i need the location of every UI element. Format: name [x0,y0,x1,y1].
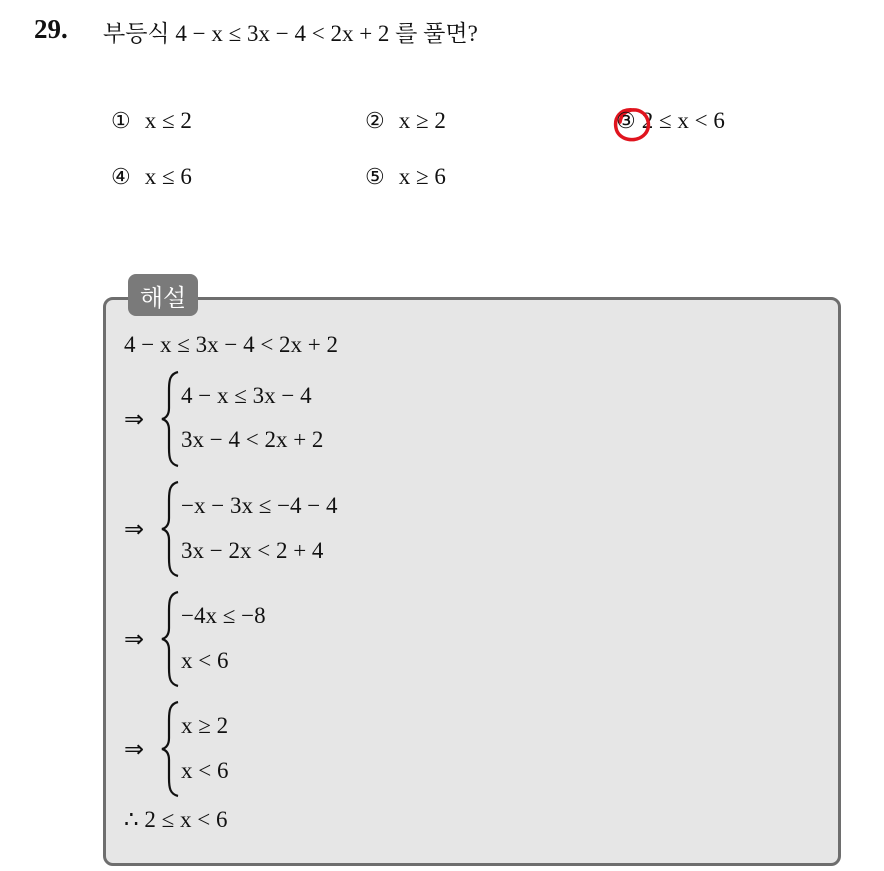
choice-2-text: x ≥ 2 [398,108,446,133]
choice-2[interactable] [365,108,446,134]
system-1-line-1: 4 − x ≤ 3x − 4 [181,383,312,408]
choice-1-mark: ① [111,108,131,133]
choice-3-mark: ③ [616,108,636,133]
brace-icon-1 [160,370,182,468]
choice-1[interactable] [111,108,192,134]
system-3-line-2: x < 6 [181,648,229,673]
brace-icon-4 [160,700,182,798]
implies-arrow-3: ⇒ [124,625,145,653]
solution-label: 해설 [128,274,198,316]
implies-arrow-1: ⇒ [124,405,145,433]
system-3-line-1: −4x ≤ −8 [181,603,266,628]
choice-1-text: x ≤ 2 [144,108,192,133]
system-2-line-2: 3x − 2x < 2 + 4 [181,538,324,563]
choice-4-mark: ④ [111,164,131,189]
system-1-line-2: 3x − 4 < 2x + 2 [181,427,324,452]
system-2-line-1: −x − 3x ≤ −4 − 4 [181,493,338,518]
question-number: 29. [34,14,68,44]
system-4-line-2: x < 6 [181,758,229,783]
solution-conclusion: ∴ 2 ≤ x < 6 [124,807,228,832]
brace-icon-3 [160,590,182,688]
choice-5-mark: ⑤ [365,164,385,189]
choice-3[interactable] [616,108,725,134]
brace-icon-2 [160,480,182,578]
choice-4[interactable] [111,164,192,190]
choice-3-text: 2 ≤ x < 6 [641,108,725,133]
choice-2-mark: ② [365,108,385,133]
choice-5-text: x ≥ 6 [398,164,446,189]
system-4-line-1: x ≥ 2 [181,713,229,738]
choice-5[interactable] [365,164,446,190]
choice-4-text: x ≤ 6 [144,164,192,189]
implies-arrow-4: ⇒ [124,735,145,763]
question-text: 부등식 4 − x ≤ 3x − 4 < 2x + 2 를 풀면? [103,21,478,46]
implies-arrow-2: ⇒ [124,515,145,543]
solution-first-line: 4 − x ≤ 3x − 4 < 2x + 2 [124,332,339,357]
